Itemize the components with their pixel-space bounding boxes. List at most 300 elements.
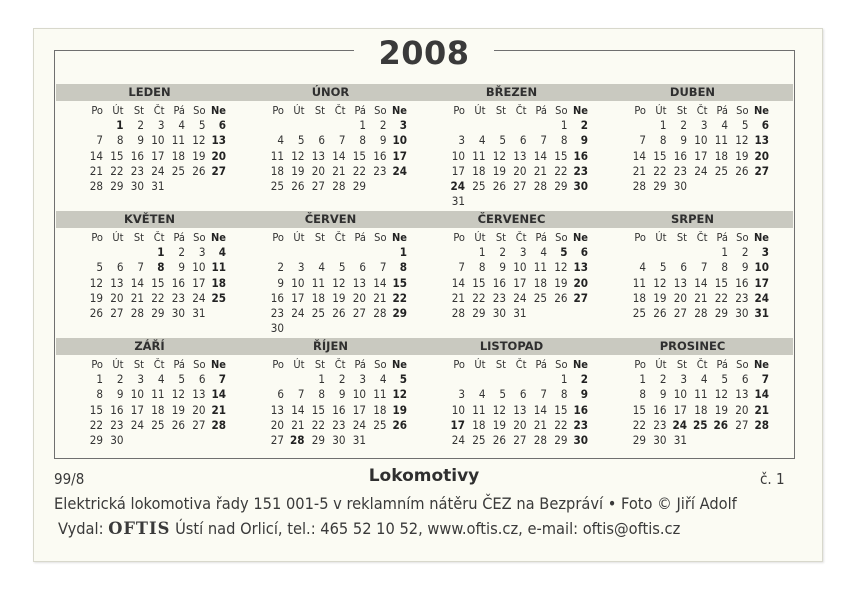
day-number: 20 [673, 290, 687, 305]
day-number: 13 [192, 387, 206, 402]
day-number: 17 [352, 402, 366, 417]
day-number: 6 [761, 118, 769, 133]
day-number: 2 [580, 372, 588, 387]
weekday-label: Pá [173, 358, 185, 371]
day-number: 28 [130, 306, 144, 320]
day-number: 13 [311, 148, 325, 163]
day-number: 23 [573, 163, 588, 178]
day-number: 12 [554, 260, 568, 275]
day-number: 15 [554, 402, 568, 417]
day-number: 14 [130, 275, 144, 290]
day-number: 19 [392, 402, 407, 417]
day-number: 27 [311, 179, 325, 193]
weekday-label: Út [112, 231, 124, 244]
day-number: 17 [151, 148, 165, 163]
day-number: 6 [519, 387, 527, 402]
day-number: 31 [451, 194, 465, 209]
top-rule-left [54, 50, 354, 51]
day-number: 10 [130, 387, 144, 402]
day-number: 21 [373, 290, 387, 305]
day-number: 19 [492, 163, 506, 178]
day-number: 3 [399, 118, 407, 133]
day-number: 16 [573, 402, 588, 417]
weekday-label: Čt [696, 104, 708, 117]
day-number: 29 [714, 306, 728, 320]
day-number: 9 [580, 133, 588, 148]
day-number: 20 [352, 290, 366, 305]
day-number: 5 [399, 372, 407, 387]
weekday-label: Út [293, 358, 305, 371]
day-number: 23 [735, 290, 749, 305]
weekday-label: St [676, 358, 687, 371]
day-number: 25 [270, 179, 284, 193]
day-number: 1 [659, 118, 667, 133]
weekday-label: Pá [716, 104, 728, 117]
day-number: 10 [673, 387, 687, 402]
day-number: 29 [554, 179, 568, 193]
day-number: 27 [754, 163, 769, 178]
day-number: 17 [130, 402, 144, 417]
day-number: 23 [171, 290, 185, 305]
day-number: 14 [332, 148, 346, 163]
weekday-label: So [193, 358, 206, 371]
day-number: 13 [110, 275, 124, 290]
day-number: 21 [89, 163, 103, 178]
weekday-header [627, 103, 787, 118]
weekday-label: Út [655, 358, 667, 371]
day-number: 11 [211, 260, 226, 275]
day-number: 8 [478, 260, 486, 275]
day-number: 26 [332, 306, 346, 320]
day-number: 12 [653, 275, 667, 290]
day-number: 24 [451, 433, 465, 447]
day-number: 13 [352, 275, 366, 290]
bottom-rule [54, 458, 795, 459]
day-number: 14 [451, 275, 465, 290]
day-number: 3 [157, 118, 165, 133]
day-number: 14 [373, 275, 387, 290]
day-number: 19 [192, 148, 206, 163]
day-number: 3 [458, 387, 465, 402]
day-number: 16 [171, 275, 185, 290]
day-number: 29 [632, 433, 646, 447]
day-number: 6 [359, 260, 366, 275]
day-number: 9 [379, 133, 387, 148]
day-number: 18 [171, 148, 185, 163]
day-number: 24 [513, 290, 527, 305]
day-number: 7 [218, 372, 226, 387]
day-number: 19 [89, 290, 103, 305]
day-number: 6 [580, 245, 588, 260]
weekday-header [84, 357, 244, 372]
weekday-label: Út [112, 104, 124, 117]
day-number: 8 [659, 133, 667, 148]
weekday-label: Po [453, 358, 465, 371]
day-number: 16 [492, 275, 506, 290]
day-number: 10 [192, 260, 206, 275]
day-number: 22 [632, 417, 646, 432]
day-number: 9 [338, 387, 346, 402]
weekday-label: Út [474, 231, 486, 244]
day-number: 31 [673, 433, 687, 447]
day-number: 20 [513, 163, 527, 178]
day-number: 8 [116, 133, 124, 148]
day-number: 7 [96, 133, 103, 148]
day-number: 3 [458, 133, 465, 148]
day-number: 14 [211, 387, 226, 402]
day-number: 31 [352, 433, 366, 447]
day-number: 3 [761, 245, 769, 260]
weekday-label: Čt [696, 231, 708, 244]
day-number: 10 [754, 260, 769, 275]
day-number: 28 [89, 179, 103, 193]
weekday-label: Pá [354, 104, 366, 117]
weekday-label: St [495, 231, 506, 244]
day-number: 20 [754, 148, 769, 163]
day-number: 10 [352, 387, 366, 402]
weekday-label: Po [272, 104, 284, 117]
day-number: 5 [96, 260, 103, 275]
day-number: 18 [694, 402, 708, 417]
day-number: 20 [513, 417, 527, 432]
day-number: 21 [533, 417, 547, 432]
day-number: 26 [554, 290, 568, 305]
day-number: 8 [157, 260, 165, 275]
day-number: 25 [151, 417, 165, 432]
day-number: 21 [130, 290, 144, 305]
day-number: 7 [458, 260, 465, 275]
day-number: 7 [379, 260, 387, 275]
day-number: 2 [659, 372, 667, 387]
day-number: 10 [392, 133, 407, 148]
day-number: 8 [399, 260, 407, 275]
day-number: 12 [192, 133, 206, 148]
day-number: 25 [171, 163, 185, 178]
day-number: 4 [318, 260, 325, 275]
day-number: 20 [270, 417, 284, 432]
weekday-label: Čt [515, 231, 527, 244]
day-number: 20 [110, 290, 124, 305]
weekday-label: Pá [716, 231, 728, 244]
day-number: 1 [560, 118, 568, 133]
day-number: 12 [332, 275, 346, 290]
day-number: 5 [198, 118, 206, 133]
month-name: ČERVENEC [477, 212, 546, 226]
top-rule-right [494, 50, 794, 51]
day-number: 10 [451, 148, 465, 163]
day-number: 17 [754, 275, 769, 290]
day-number: 7 [137, 260, 144, 275]
day-number: 1 [639, 372, 646, 387]
day-number: 19 [332, 290, 346, 305]
weekday-label: So [374, 358, 387, 371]
day-number: 9 [178, 260, 185, 275]
day-number: 3 [359, 372, 366, 387]
day-number: 27 [573, 290, 588, 305]
day-number: 11 [533, 260, 547, 275]
day-number: 19 [735, 148, 749, 163]
calendar-year: 2008 [378, 34, 470, 72]
weekday-header [265, 103, 425, 118]
day-number: 4 [178, 118, 185, 133]
day-number: 24 [754, 290, 769, 305]
day-number: 7 [540, 133, 547, 148]
day-number: 24 [130, 417, 144, 432]
day-number: 25 [373, 417, 387, 432]
day-number: 11 [171, 133, 185, 148]
day-number: 5 [297, 133, 305, 148]
day-number: 18 [311, 290, 325, 305]
day-number: 28 [373, 306, 387, 320]
day-number: 2 [580, 118, 588, 133]
day-number: 30 [270, 321, 284, 336]
day-number: 1 [359, 118, 366, 133]
day-number: 22 [89, 417, 103, 432]
day-number: 1 [96, 372, 103, 387]
day-number: 5 [721, 372, 728, 387]
day-number: 13 [673, 275, 687, 290]
day-number: 22 [110, 163, 124, 178]
month-name: ŘÍJEN [313, 339, 348, 353]
day-number: 21 [754, 402, 769, 417]
day-number: 18 [632, 290, 646, 305]
day-number: 5 [178, 372, 185, 387]
weekday-label: St [133, 358, 144, 371]
day-number: 4 [157, 372, 165, 387]
day-number: 12 [714, 387, 728, 402]
weekday-label: St [495, 104, 506, 117]
weekday-label: St [314, 358, 325, 371]
day-number: 28 [289, 433, 305, 447]
day-number: 15 [311, 402, 325, 417]
day-number: 25 [311, 306, 325, 320]
day-number: 28 [451, 306, 465, 320]
weekday-label: St [314, 104, 325, 117]
day-number: 29 [110, 179, 124, 193]
day-number: 29 [472, 306, 486, 320]
weekday-label: Út [293, 104, 305, 117]
weekday-label: Po [91, 358, 103, 371]
day-number: 3 [137, 372, 144, 387]
day-number: 12 [89, 275, 103, 290]
day-number: 22 [352, 163, 366, 178]
day-number: 26 [713, 417, 728, 432]
day-number: 16 [653, 402, 667, 417]
day-number: 18 [211, 275, 226, 290]
day-number: 8 [560, 133, 568, 148]
day-number: 19 [554, 275, 568, 290]
day-number: 7 [297, 387, 305, 402]
month-name: BŘEZEN [485, 85, 538, 99]
day-number: 10 [513, 260, 527, 275]
weekday-label: Ne [573, 231, 588, 244]
weekday-header [265, 230, 425, 245]
day-number: 17 [392, 148, 407, 163]
weekday-header [446, 103, 606, 118]
weekday-label: So [736, 104, 749, 117]
month-name: KVĚTEN [124, 212, 175, 226]
day-number: 13 [270, 402, 284, 417]
day-number: 17 [673, 402, 687, 417]
weekday-label: Út [655, 231, 667, 244]
day-number: 17 [513, 275, 527, 290]
publisher-line [58, 519, 680, 538]
weekday-label: Pá [535, 104, 547, 117]
day-number: 10 [151, 133, 165, 148]
weekday-label: So [736, 231, 749, 244]
day-number: 21 [694, 290, 708, 305]
day-number: 29 [392, 306, 407, 320]
day-number: 20 [311, 163, 325, 178]
day-number: 30 [332, 433, 346, 447]
day-number: 3 [297, 260, 305, 275]
weekday-label: Pá [535, 358, 547, 371]
weekday-label: Po [634, 104, 646, 117]
weekday-label: Čt [153, 104, 165, 117]
month-name: SRPEN [670, 212, 715, 226]
day-number: 5 [659, 260, 667, 275]
day-number: 28 [332, 179, 346, 193]
day-number: 24 [291, 306, 305, 320]
weekday-label: So [193, 104, 206, 117]
day-number: 28 [632, 179, 646, 193]
day-number: 31 [151, 179, 165, 193]
day-number: 13 [735, 387, 749, 402]
day-number: 20 [211, 148, 226, 163]
day-number: 1 [399, 245, 407, 260]
day-number: 11 [270, 148, 284, 163]
weekday-header [627, 230, 787, 245]
photo-caption: Elektrická lokomotiva řady 151 001-5 v reklamním nátěru ČEZ na Bezpráví • Foto © Jiří Adolf [54, 494, 737, 513]
day-number: 10 [291, 275, 305, 290]
month-name: DUBEN [669, 85, 716, 99]
day-number: 27 [513, 433, 527, 447]
day-number: 30 [171, 306, 185, 320]
day-number: 6 [218, 118, 226, 133]
day-number: 26 [392, 417, 407, 432]
weekday-label: Ne [754, 358, 769, 371]
day-number: 18 [533, 275, 547, 290]
weekday-label: So [736, 358, 749, 371]
day-number: 4 [379, 372, 387, 387]
weekday-label: Po [453, 104, 465, 117]
day-number: 14 [89, 148, 103, 163]
day-number: 4 [639, 260, 646, 275]
day-number: 1 [318, 372, 325, 387]
day-number: 18 [151, 402, 165, 417]
day-number: 5 [499, 133, 506, 148]
day-number: 6 [519, 133, 527, 148]
publisher-prefix: Vydal: [58, 519, 104, 538]
day-number: 2 [499, 245, 506, 260]
day-number: 24 [450, 179, 465, 193]
day-number: 14 [533, 148, 547, 163]
day-number: 26 [492, 433, 506, 447]
day-number: 8 [318, 387, 325, 402]
weekday-label: Po [91, 231, 103, 244]
day-number: 30 [573, 179, 588, 193]
day-number: 19 [653, 290, 667, 305]
weekday-label: So [374, 104, 387, 117]
day-number: 15 [472, 275, 486, 290]
day-number: 4 [277, 133, 284, 148]
weekday-label: So [555, 358, 568, 371]
day-number: 26 [291, 179, 305, 193]
weekday-label: So [555, 104, 568, 117]
day-number: 16 [373, 148, 387, 163]
day-number: 20 [192, 402, 206, 417]
day-number: 9 [580, 387, 588, 402]
weekday-label: Po [272, 358, 284, 371]
day-number: 15 [714, 275, 728, 290]
weekday-label: Út [293, 231, 305, 244]
day-number: 2 [178, 245, 185, 260]
weekday-label: Čt [153, 231, 165, 244]
day-number: 14 [533, 402, 547, 417]
day-number: 26 [89, 306, 103, 320]
weekday-label: St [676, 231, 687, 244]
publisher-contact: Ústí nad Orlicí, tel.: 465 52 10 52, www.oftis.cz, e-mail: oftis@oftis.cz [175, 519, 681, 538]
day-number: 17 [291, 290, 305, 305]
day-number: 22 [714, 290, 728, 305]
day-number: 4 [218, 245, 226, 260]
weekday-label: St [676, 104, 687, 117]
day-number: 14 [632, 148, 646, 163]
weekday-header [265, 357, 425, 372]
weekday-label: Čt [334, 358, 346, 371]
day-number: 15 [632, 402, 646, 417]
day-number: 9 [277, 275, 284, 290]
weekday-label: Pá [354, 358, 366, 371]
weekday-label: Po [453, 231, 465, 244]
day-number: 12 [171, 387, 185, 402]
day-number: 23 [270, 306, 284, 320]
day-number: 23 [673, 163, 687, 178]
weekday-label: Út [474, 358, 486, 371]
day-number: 3 [519, 245, 527, 260]
weekday-label: Ne [754, 231, 769, 244]
day-number: 24 [352, 417, 366, 432]
day-number: 11 [151, 387, 165, 402]
month-name: PROSINEC [659, 339, 726, 353]
series-title: Lokomotivy [368, 466, 480, 486]
day-number: 25 [533, 290, 547, 305]
day-number: 19 [492, 417, 506, 432]
day-number: 6 [318, 133, 325, 148]
publisher-logo: OFTIS [108, 519, 171, 538]
day-number: 1 [721, 245, 728, 260]
day-number: 25 [472, 433, 486, 447]
day-number: 5 [338, 260, 346, 275]
day-number: 26 [653, 306, 667, 320]
day-number: 30 [110, 433, 124, 447]
day-number: 30 [492, 306, 506, 320]
weekday-label: Ne [754, 104, 769, 117]
weekday-label: St [495, 358, 506, 371]
day-number: 30 [573, 433, 588, 447]
day-number: 9 [499, 260, 506, 275]
weekday-label: Ne [392, 358, 407, 371]
day-number: 2 [338, 372, 346, 387]
month-name: LISTOPAD [479, 339, 544, 353]
day-number: 21 [291, 417, 305, 432]
day-number: 21 [533, 163, 547, 178]
weekday-header [627, 357, 787, 372]
day-number: 29 [311, 433, 325, 447]
day-number: 14 [754, 387, 769, 402]
day-number: 1 [157, 245, 165, 260]
weekday-label: Čt [334, 231, 346, 244]
